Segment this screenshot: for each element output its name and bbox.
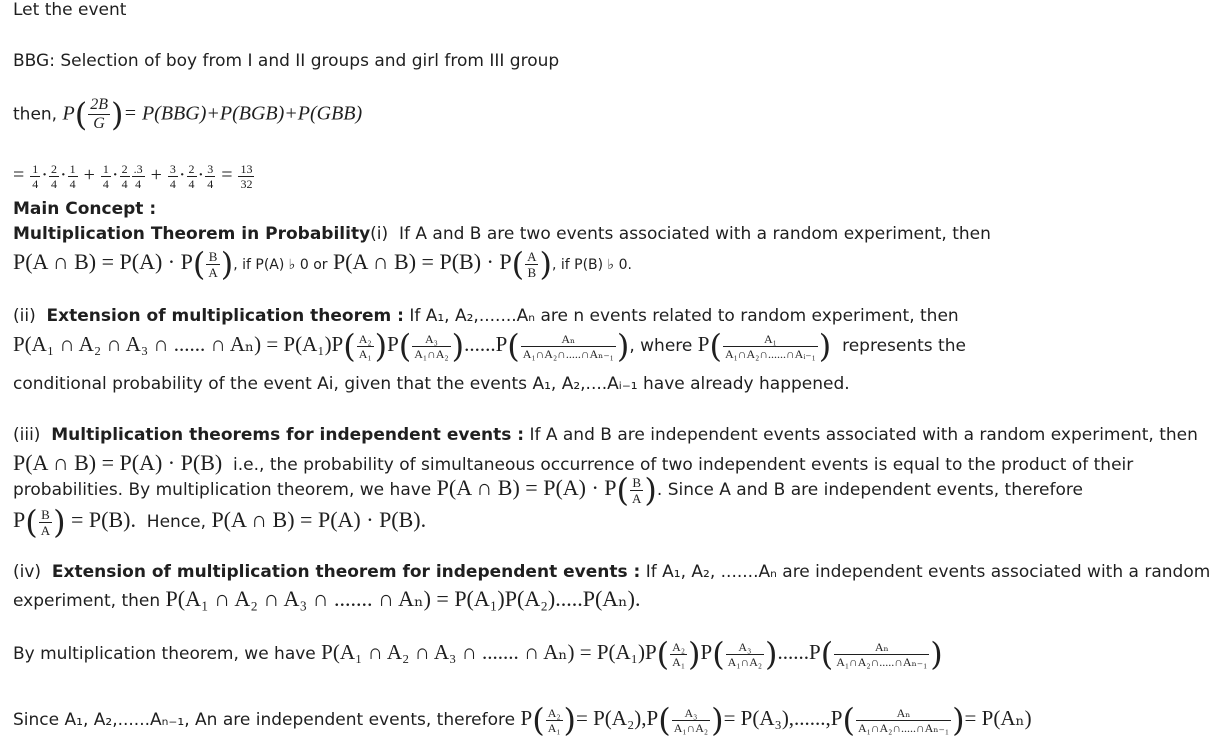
p2-line2: P(A₁ ∩ A₂ ∩ A₃ ∩ ...... ∩ Aₙ) = P(A₁)P( $\frac{\text{A₂}}{\text{A₁}}$ )P( $\frac{\text{A₃}}{\text{A₁∩A₂}}$ )......P( $\frac{\text{Aₙ}}{\text{A₁∩A₂∩.....∩Aₙ₋₁}}$ ), where P( $\frac{\text{A₁}}{\text{A₁∩A₂∩......∩Aᵢ₋₁}}$ ) represents the xyxy=(13,327,966,365)
p5-line: By multiplication theorem, we have P(A₁ ∩ A₂ ∩ A₃ ∩ ....... ∩ Aₙ) = P(A₁)P( $\frac{\text{A₂}}{\text{A₁}}$ )P( $\frac{\text{A₃}}{\text{A₁∩A₂}}$ )......P( $\frac{\text{Aₙ}}{\text{A₁∩A₂∩.....∩Aₙ₋₁}}$ ) xyxy=(13,635,943,673)
p2-line3: conditional probability of the event Ai, given that the events A₁, A₂,....Aᵢ₋₁ have already happened. xyxy=(13,374,850,394)
p1-line1: Multiplication Theorem in Probability(i) If A and B are two events associated with a random experiment, then xyxy=(13,224,991,244)
then-label: then, xyxy=(13,104,58,125)
p4-line2: experiment, then P(A₁ ∩ A₂ ∩ A₃ ∩ ....... ∩ Aₙ) = P(A₁)P(A₂).....P(Aₙ). xyxy=(13,586,641,611)
main-concept-heading: Main Concept : xyxy=(13,199,157,219)
intro-text: Let the event xyxy=(13,0,127,20)
p2-line1: (ii) Extension of multiplication theorem : If A₁, A₂,.......Aₙ are n events related to random experiment, then xyxy=(13,306,959,326)
p3-line1: (iii) Multiplication theorems for independent events : If A and B are independent events associated with a random experiment, then xyxy=(13,425,1198,445)
p3-line4: P( $\frac{B}{A}$ ) = P(B). Hence, P(A ∩ B) = P(A) · P(B). xyxy=(13,503,427,541)
p4-line1: (iv) Extension of multiplication theorem for independent events : If A₁, A₂, .......Aₙ are independent events associated with a random xyxy=(13,562,1211,582)
eq1-fraction: $\frac{2B}{G}$ xyxy=(90,96,108,132)
equation-1: then, P( $\frac{2B}{G}$ )= P(BBG)+P(BGB)+P(GBB) xyxy=(13,95,363,134)
p6-line: Since A₁, A₂,......Aₙ₋₁, An are independent events, therefore P( $\frac{\text{A₂}}{\text{A₁}}$ )= P(A₂),P( $\frac{\text{A₃}}{\text{A₁∩A₂}}$ )= P(A₃),......,P( $\frac{\text{Aₙ}}{\text{A₁∩A₂∩.....∩Aₙ₋₁}}$ )= P(Aₙ) xyxy=(13,701,1032,739)
eq1-rhs: = P(BBG)+P(BGB)+P(GBB) xyxy=(123,102,363,125)
p3-line3: probabilities. By multiplication theorem, we have P(A ∩ B) = P(A) · P( $\frac{B}{A}$ ). Since A and B are independent events, therefore xyxy=(13,471,1083,509)
p1-line2: P(A ∩ B) = P(A) · P( $\frac{B}{A}$ ), if P(A) ♭ 0 or P(A ∩ B) = P(B) · P( $\frac{A}{B}$ ), if P(B) ♭ 0. xyxy=(13,245,632,283)
eq1-p: P xyxy=(62,102,75,125)
equation-2: = $\frac{1}{4}$ · $\frac{2}{4}$ · $\frac{1}{4}$ + $\frac{1}{4}$ · $\frac{2}{4}$ $\frac{.3}{4}$ + $\frac{3}{4}$ · $\frac{2}{4}$ · $\frac{3}{4}$ = $\frac{13}{32}$ xyxy=(13,162,253,191)
bbg-definition: BBG: Selection of boy from I and II groups and girl from III group xyxy=(13,51,560,71)
p3-line2: P(A ∩ B) = P(A) · P(B) i.e., the probability of simultaneous occurrence of two independent events is equal to the product of their xyxy=(13,450,1134,475)
